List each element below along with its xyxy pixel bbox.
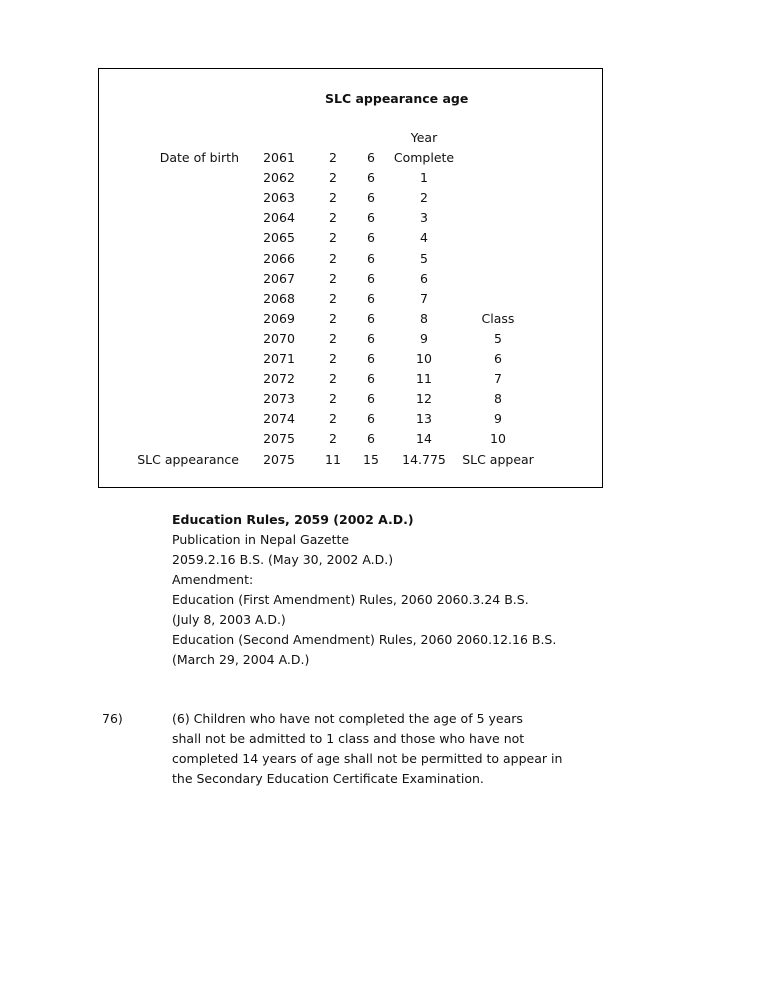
- cell-class: 10: [490, 431, 506, 447]
- notes-line: Amendment:: [172, 572, 254, 587]
- cell-b: 6: [367, 371, 375, 387]
- cell-a: 2: [329, 250, 337, 266]
- cell-a: 2: [329, 351, 337, 366]
- cell-year: 2074: [263, 411, 295, 427]
- cell-year: 2065: [263, 230, 295, 246]
- cell-class: 8: [494, 391, 502, 407]
- rule-line: (6) Children who have not completed the age of 5 years: [172, 711, 523, 726]
- cell-a: 2: [329, 431, 337, 447]
- cell-b: 6: [367, 310, 375, 326]
- cell-a: 2: [329, 411, 337, 427]
- cell-complete: 5: [420, 250, 428, 266]
- cell-class: 5: [494, 330, 502, 346]
- rule-number: 76): [102, 711, 123, 726]
- cell-year: 2062: [263, 170, 295, 186]
- cell-b: 6: [367, 431, 375, 447]
- cell-year: 2073: [263, 391, 295, 407]
- cell-complete: 12: [416, 391, 432, 407]
- cell-b: 6: [367, 250, 375, 266]
- notes-line: (March 29, 2004 A.D.): [172, 652, 310, 667]
- cell-b: 6: [367, 270, 375, 286]
- cell-b: 6: [367, 190, 375, 206]
- cell-complete: 4: [420, 230, 428, 246]
- cell-complete: 6: [420, 270, 428, 286]
- cell-a: 2: [329, 170, 337, 186]
- notes-line: 2059.2.16 B.S. (May 30, 2002 A.D.): [172, 552, 394, 567]
- cell-class: 9: [494, 411, 502, 427]
- rule-line: the Secondary Education Certificate Examination.: [172, 771, 484, 786]
- cell-year: 2064: [263, 210, 295, 226]
- cell-complete: 1: [420, 170, 428, 186]
- rules-notes: [172, 510, 556, 670]
- cell-complete: 3: [420, 210, 428, 226]
- rule-line: completed 14 years of age shall not be permitted to appear in: [172, 751, 563, 766]
- cell-year: 2072: [263, 371, 295, 387]
- cell-b: 15: [363, 451, 379, 467]
- cell-a: 2: [329, 210, 337, 226]
- cell-a: 2: [329, 330, 337, 346]
- slc-appearance-label: SLC appearance: [137, 452, 239, 467]
- cell-b: 6: [367, 230, 375, 246]
- cell-complete: 10: [416, 351, 432, 366]
- notes-line: Education (First Amendment) Rules, 2060 2060.3.24 B.S.: [172, 592, 529, 607]
- cell-complete: 2: [420, 190, 428, 206]
- notes-line: Education (Second Amendment) Rules, 2060 2060.12.16 B.S.: [172, 632, 557, 647]
- cell-year: 2070: [263, 330, 295, 346]
- cell-complete: Complete: [393, 150, 455, 165]
- cell-b: 6: [367, 391, 375, 407]
- cell-b: 6: [367, 290, 375, 306]
- date-of-birth-label: Date of birth: [159, 150, 239, 165]
- cell-b: 6: [367, 351, 375, 366]
- table-box: [98, 68, 603, 488]
- cell-complete: 8: [420, 310, 428, 326]
- cell-b: 6: [367, 170, 375, 186]
- cell-b: 6: [367, 411, 375, 427]
- cell-class: Class: [481, 310, 515, 326]
- notes-line: (July 8, 2003 A.D.): [172, 612, 286, 627]
- cell-a: 2: [329, 371, 337, 387]
- cell-complete: 14: [416, 431, 432, 447]
- cell-year: 2075: [263, 451, 295, 467]
- cell-complete: 11: [416, 371, 432, 387]
- cell-a: 2: [329, 230, 337, 246]
- cell-b: 6: [367, 150, 375, 165]
- cell-a: 11: [325, 451, 341, 467]
- cell-a: 2: [329, 290, 337, 306]
- cell-year: 2071: [263, 351, 295, 366]
- cell-complete: 9: [420, 330, 428, 346]
- cell-year: 2069: [263, 310, 295, 326]
- cell-year: 2061: [263, 150, 295, 165]
- cell-year: 2075: [263, 431, 295, 447]
- cell-a: 2: [329, 270, 337, 286]
- cell-complete: 7: [420, 290, 428, 306]
- cell-b: 6: [367, 210, 375, 226]
- cell-b: 6: [367, 330, 375, 346]
- cell-year: 2067: [263, 270, 295, 286]
- cell-year: 2063: [263, 190, 295, 206]
- notes-line: Publication in Nepal Gazette: [172, 532, 350, 547]
- cell-class: 7: [494, 371, 502, 387]
- cell-a: 2: [329, 150, 337, 165]
- year-header: Year: [410, 130, 438, 145]
- cell-a: 2: [329, 391, 337, 407]
- notes-title: Education Rules, 2059 (2002 A.D.): [172, 512, 414, 527]
- cell-year: 2068: [263, 290, 295, 306]
- cell-a: 2: [329, 190, 337, 206]
- cell-complete: 13: [416, 411, 432, 427]
- cell-class: SLC appear: [462, 451, 534, 467]
- cell-complete: 14.775: [402, 451, 446, 467]
- cell-a: 2: [329, 310, 337, 326]
- rule-line: shall not be admitted to 1 class and those who have not: [172, 731, 525, 746]
- table-title: SLC appearance age: [325, 91, 469, 106]
- rule-text: [172, 709, 562, 789]
- cell-class: 6: [494, 351, 502, 366]
- cell-year: 2066: [263, 250, 295, 266]
